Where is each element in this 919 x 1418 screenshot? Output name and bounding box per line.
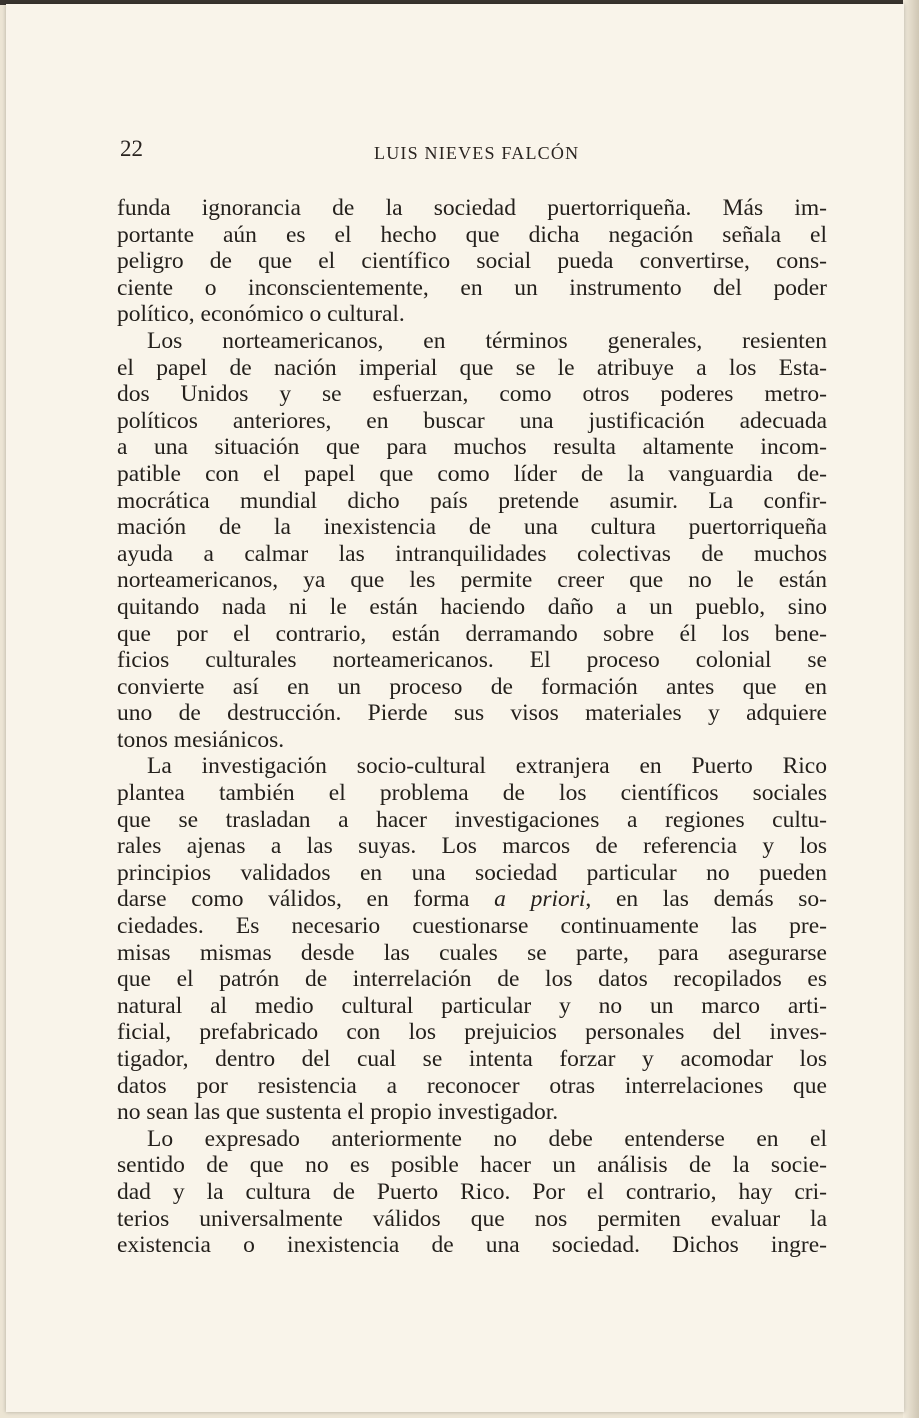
page-right-edge [903,0,919,1418]
text-line: patible con el papel que como líder de la vanguardia de- [117,460,827,487]
text-line: que el patrón de interrelación de los datos recopilados es [117,966,827,993]
text-line: mocrática mundial dicho país pretende asumir. La confir- [117,487,827,514]
text-line: datos por resistencia a reconocer otras interrelaciones que [117,1072,827,1099]
text-line: portante aún es el hecho que dicha negación señala el [117,221,827,248]
page-number: 22 [120,136,143,161]
text-line: dos Unidos y se esfuerzan, como otros poderes metro- [117,381,827,408]
text-line: que se trasladan a hacer investigaciones a regiones cultu- [117,806,827,833]
italic-phrase: a priori [494,886,586,913]
text-line: existencia o inexistencia de una sociedad. Dichos ingre- [117,1232,827,1259]
text-line: tonos mesiánicos. [117,726,285,753]
text-line: tigador, dentro del cual se intenta forzar y acomodar los [117,1046,827,1072]
text-line: ciente o inconscientemente, en un instrumento del poder [117,274,827,301]
text-line: funda ignorancia de la sociedad puertorriqueña. Más im- [117,195,827,221]
text-line: darse como válidos, en forma a priori, en las demás so- [117,886,827,913]
running-head: LUIS NIEVES FALCÓN [374,143,580,163]
text-line: Lo expresado anteriormente no debe entenderse en el [147,1125,827,1152]
text-line: misas mismas desde las cuales se parte, para asegurarse [117,939,827,966]
text-line: terios universalmente válidos que nos permiten evaluar la [117,1205,827,1232]
text-line: rales ajenas a las suyas. Los marcos de referencia y los [117,833,827,860]
body-text [117,195,827,1259]
text-line: político, económico o cultural. [117,301,405,328]
text-line: ficios culturales norteamericanos. El proceso colonial se [117,647,827,674]
text-line: peligro de que el científico social pueda convertirse, cons- [117,248,827,275]
text-line: sentido de que no es posible hacer un análisis de la socie- [117,1152,827,1179]
text-line: que por el contrario, están derramando sobre él los bene- [117,620,827,647]
text-line: natural al medio cultural particular y no un marco arti- [117,992,827,1019]
text-line: dad y la cultura de Puerto Rico. Por el contrario, hay cri- [117,1178,827,1205]
text-line: ayuda a calmar las intranquilidades colectivas de muchos [117,540,827,567]
text-line: plantea también el problema de los científicos sociales [117,780,827,807]
text-line: La investigación socio-cultural extranjera en Puerto Rico [147,753,827,780]
text-line: políticos anteriores, en buscar una justificación adecuada [117,407,827,434]
text-line: mación de la inexistencia de una cultura puertorriqueña [117,514,827,541]
text-line: principios validados en una sociedad particular no pueden [117,859,827,886]
text-line: ciedades. Es necesario cuestionarse continuamente las pre- [117,913,827,940]
text-line: no sean las que sustenta el propio investigador. [117,1099,559,1126]
text-line: uno de destrucción. Pierde sus visos materiales y adquiere [117,700,827,727]
text-line: ficial, prefabricado con los prejuicios personales del inves- [117,1019,827,1046]
text-line: norteamericanos, ya que les permite creer que no le están [117,567,827,594]
text-line: quitando nada ni le están haciendo daño a un pueblo, sino [117,593,827,620]
text-line: convierte así en un proceso de formación antes que en [117,673,827,700]
text-line: Los norteamericanos, en términos generales, resienten [147,327,827,354]
page-header [120,136,820,166]
text-line: el papel de nación imperial que se le atribuye a los Esta- [117,354,827,381]
text-line: a una situación que para muchos resulta altamente incom- [117,434,827,461]
